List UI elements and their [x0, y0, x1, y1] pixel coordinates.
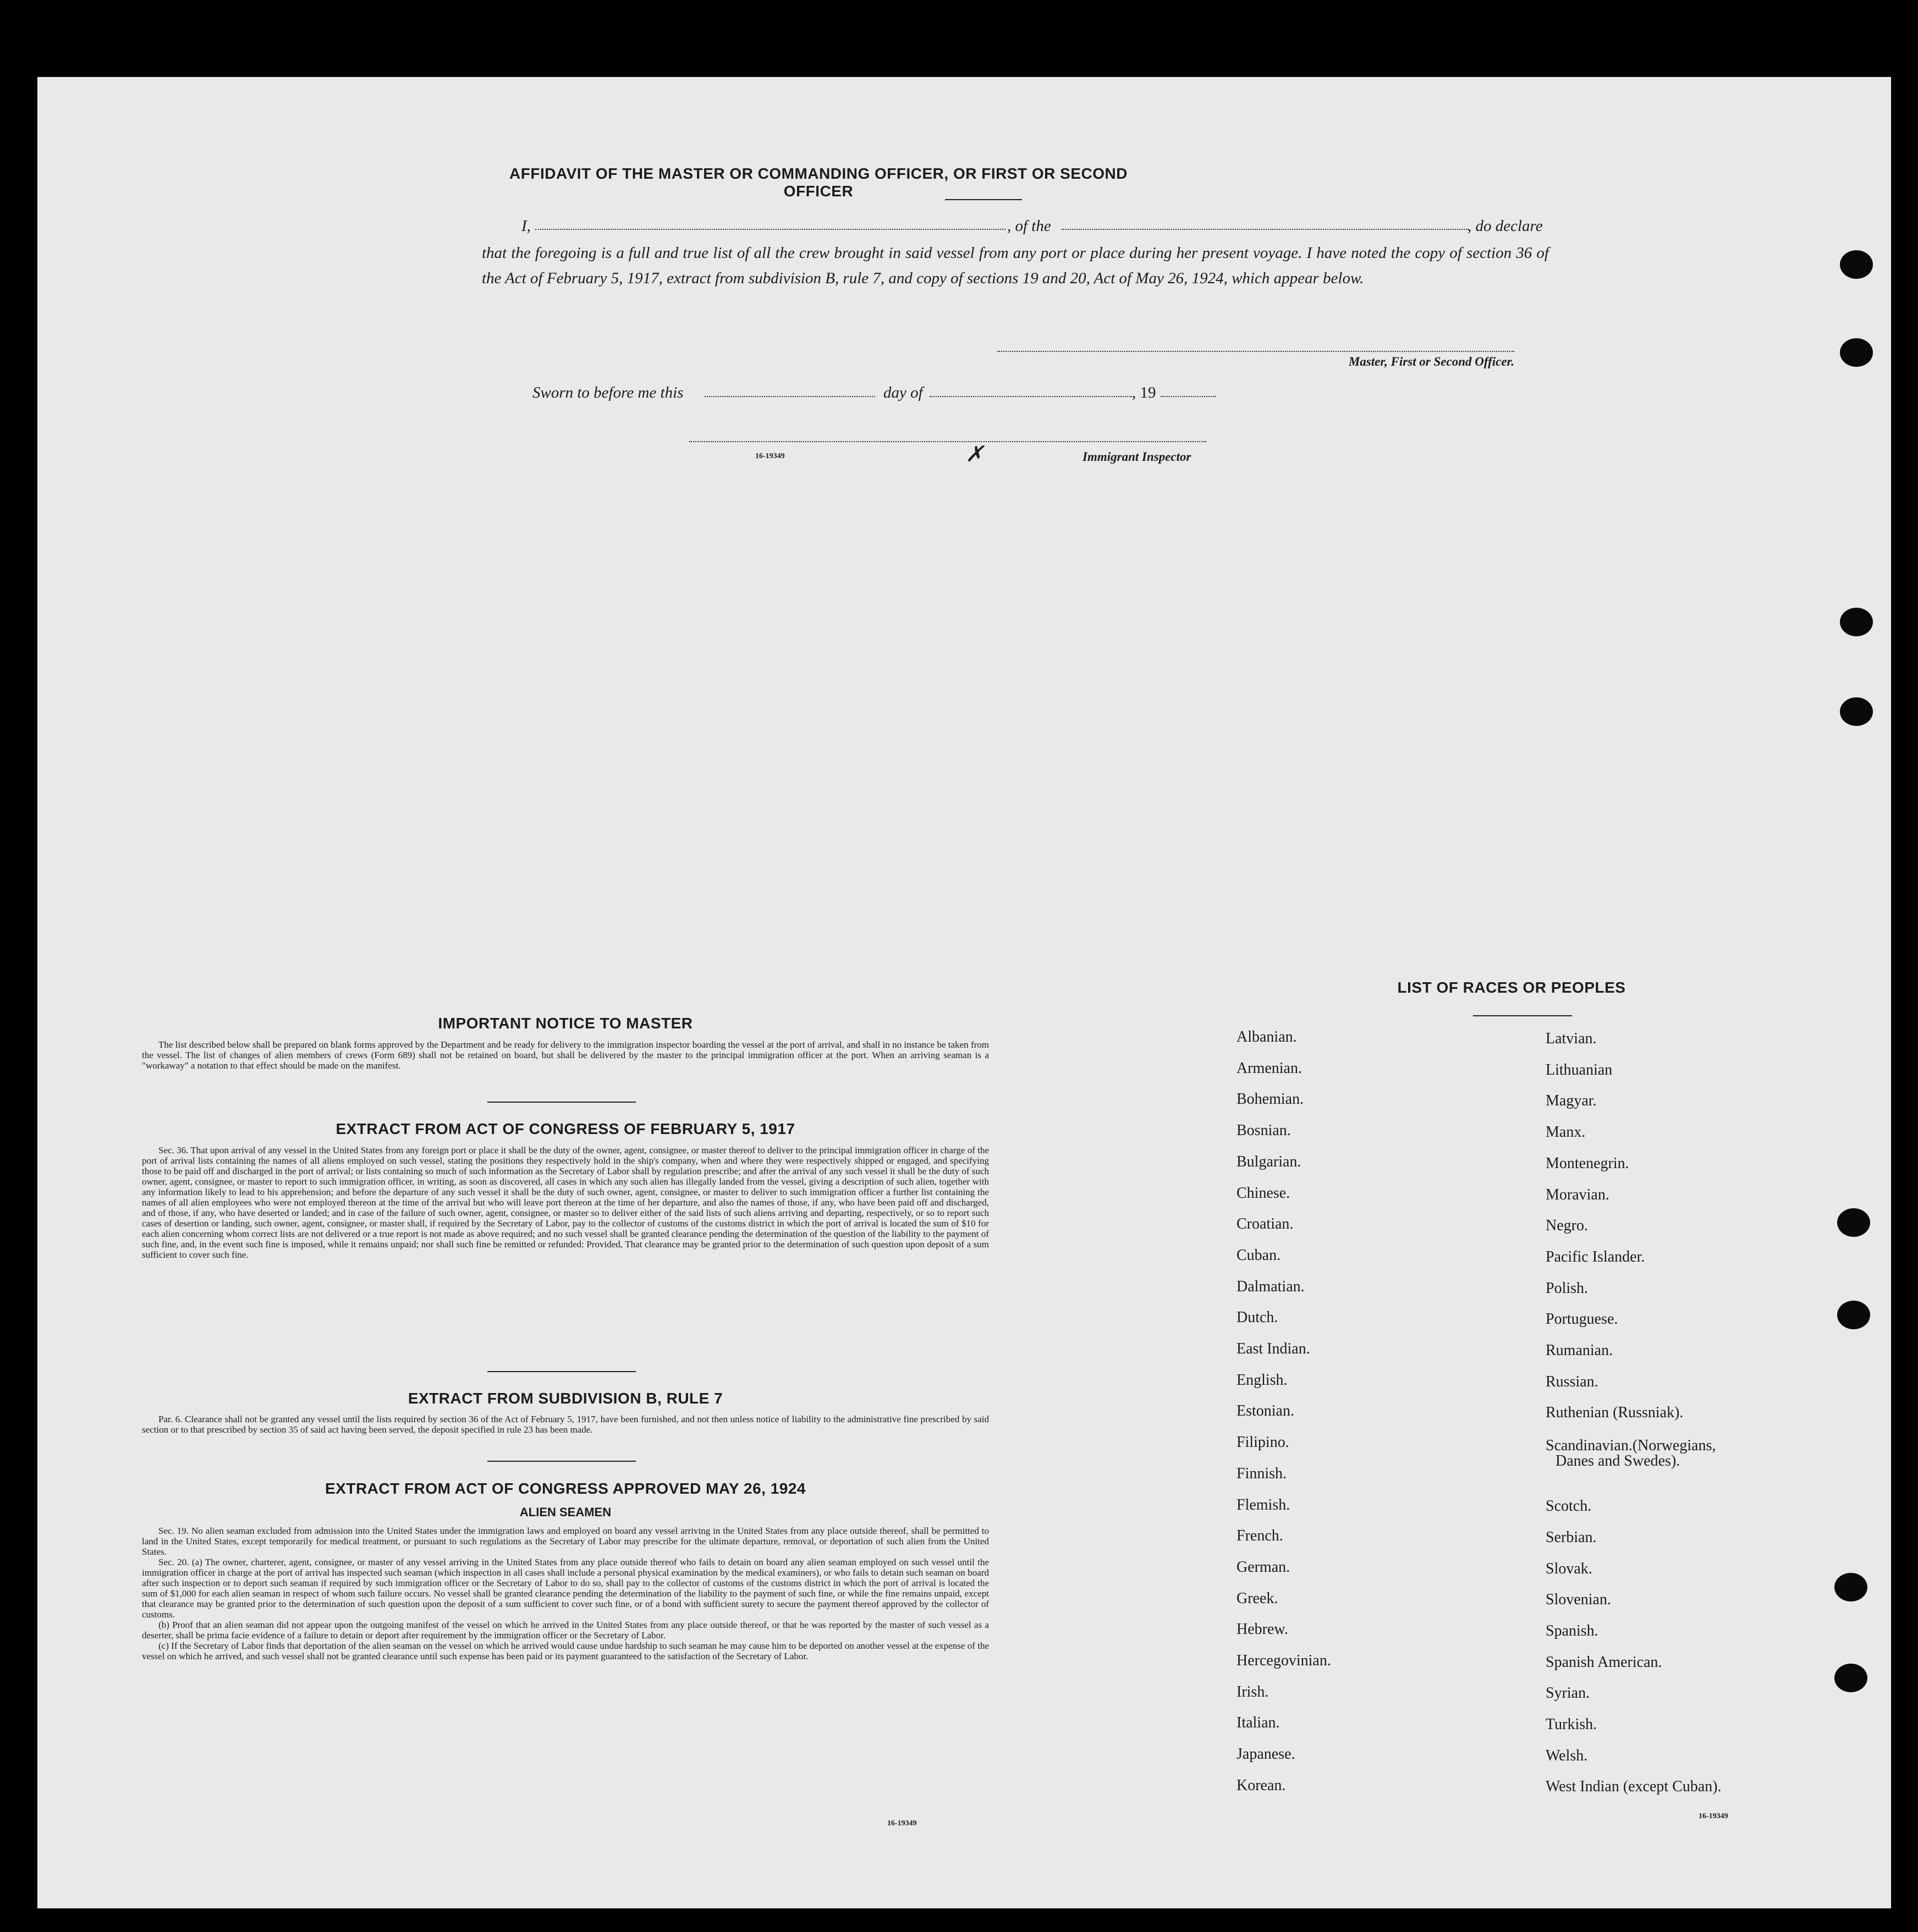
- affidavit-do-declare: , do declare: [1468, 217, 1543, 235]
- master-signature-field[interactable]: [997, 351, 1514, 352]
- race-item: Spanish American.: [1546, 1653, 1662, 1671]
- extract-1917-paragraph: Sec. 36. That upon arrival of any vessel in the United States from any foreign port or place it shall be the duty of the owner, agent, consignee, or master thereof to deliver to the principal immigration officer in charge of the port of arrival lists containing the names of all aliens employed on such vessel, stating the positions they respectively hold in the ship's company, when and where they were respectively shipped or engaged, and specifying those to be paid off and discharged in the port of arrival; or lists containing so much of such information as the Secretary of Labor shall by regulation prescribe; and after the arrival of any such vessel it shall be the duty of such owner, agent, consignee, or master to report to such immigration officer, in writing, as soon as discovered, all cases in which any such alien has illegally landed from the vessel, giving a description of such alien, together with any information likely to lead to his apprehension; and before the departure of any such vessel it shall be the duty of such owner, agent, consignee, or master to deliver to such immigration officer a further list containing the names of all alien employees who were not employed thereon at the time of the arrival but who will leave port thereon at the time of her departure, and also the names of those, if any, who have been paid off and discharged, and of those, if any, who have deserted or landed; and in case of the failure of such owner, agent, consignee, or master so to deliver either of the said lists of such aliens arriving and departing, respectively, or so to report such cases of desertion or landing, such owner, agent, consignee, or master shall, if required by the Secretary of Labor, pay to the collector of customs of the customs district in which the port of arrival is located the sum of $10 for each alien concerning whom correct lists are not delivered or a true report is not made as above required; and no such vessel shall be granted clearance pending the determination of the question of the liability to the payment of such fine, and, in the event such fine is imposed, while it remains unpaid; nor shall such fine be remitted or refunded: Provided, That clearance may be granted prior to the determination of such question upon deposit of a sum sufficient to cover such fine.: [142, 1145, 989, 1260]
- sworn-day-of: day of: [883, 384, 923, 401]
- races-title: LIST OF RACES OR PEOPLES: [1397, 979, 1626, 996]
- sworn-prefix: Sworn to before me this: [532, 384, 684, 401]
- race-item: English.: [1236, 1371, 1288, 1389]
- race-item: Scandinavian.(Norwegians,: [1546, 1437, 1716, 1455]
- notice-text: [142, 1039, 989, 1071]
- affidavit-of-the: , of the: [1007, 217, 1051, 235]
- race-item: Lithuanian: [1546, 1061, 1613, 1078]
- race-item: Hebrew.: [1236, 1621, 1288, 1638]
- race-item: Pacific Islander.: [1546, 1248, 1645, 1265]
- race-item: Polish.: [1546, 1279, 1589, 1297]
- race-item: Cuban.: [1236, 1246, 1281, 1264]
- master-name-field[interactable]: [535, 229, 1005, 230]
- divider-3: [487, 1461, 636, 1462]
- affidavit-title: AFFIDAVIT OF THE MASTER OR COMMANDING OFFICER, OR FIRST OR SECOND OFFICER: [509, 165, 1128, 200]
- extract-1924-sec20c: (c) If the Secretary of Labor finds that deportation of the alien seaman on the vessel on which he arrived would cause undue hardship to such seaman he may cause him to be deported on another vessel at the expense of the vessel on which he arrived, and such vessel shall not be granted clearance until such expense has been paid or its payment guaranteed to the satisfaction of the Secretary of Labor.: [142, 1641, 989, 1661]
- affidavit-form-number: 16-19349: [755, 452, 785, 460]
- race-item: Syrian.: [1546, 1685, 1590, 1702]
- race-item: Negro.: [1546, 1217, 1588, 1235]
- race-item: Montenegrin.: [1546, 1154, 1629, 1172]
- handwritten-x-mark: ✗: [965, 442, 984, 466]
- extract-1924-subtitle: ALIEN SEAMEN: [519, 1505, 612, 1519]
- divider-2: [487, 1371, 636, 1372]
- race-item: Slovenian.: [1546, 1591, 1611, 1609]
- race-item: Bulgarian.: [1236, 1153, 1301, 1170]
- sworn-year-prefix: , 19: [1132, 384, 1156, 401]
- race-item: German.: [1236, 1558, 1290, 1576]
- extract-1924-sec19: Sec. 19. No alien seaman excluded from admission into the United States under the immigration laws and employed on board any vessel arriving in the United States from any place outside thereof, shall be permitted to land in the United States, except temporarily for medical treatment, or pursuant to such regulations as the Secretary of Labor may prescribe for the ultimate departure, removal, or deportation of such alien from the United States.: [142, 1526, 989, 1557]
- race-item: French.: [1236, 1527, 1283, 1545]
- races-form-number: 16-19349: [1699, 1812, 1728, 1820]
- binder-hole: [1840, 697, 1873, 726]
- race-item: Japanese.: [1236, 1746, 1295, 1763]
- race-item: Finnish.: [1236, 1465, 1287, 1482]
- race-item: Manx.: [1546, 1124, 1586, 1141]
- inspector-signature-field[interactable]: [689, 441, 1206, 442]
- race-item: Irish.: [1236, 1683, 1269, 1700]
- subdivision-b-text: [142, 1414, 989, 1435]
- subdivision-b-paragraph: Par. 6. Clearance shall not be granted any vessel until the lists required by section 36 of the Act of February 5, 1917, have been furnished, and not then unless notice of liability to the administrative fine prescribed by said section or to that prescribed by section 35 of said act having been served, the deposit specified in rule 23 has been made.: [142, 1414, 989, 1435]
- binder-hole: [1834, 1664, 1867, 1692]
- race-item: Estonian.: [1236, 1402, 1294, 1420]
- race-item: Spanish.: [1546, 1622, 1598, 1639]
- sworn-month-field[interactable]: [930, 396, 1132, 397]
- race-item: Moravian.: [1546, 1186, 1609, 1203]
- race-item: Bohemian.: [1236, 1091, 1304, 1108]
- binder-hole: [1840, 250, 1873, 279]
- extract-1917-text: [142, 1145, 989, 1260]
- race-item: Ruthenian (Russniak).: [1546, 1404, 1684, 1422]
- subdivision-b-title: EXTRACT FROM SUBDIVISION B, RULE 7: [408, 1390, 723, 1407]
- title-divider: [945, 199, 1022, 200]
- race-item: Welsh.: [1546, 1747, 1588, 1764]
- race-item: Danes and Swedes).: [1556, 1452, 1680, 1470]
- race-item: Filipino.: [1236, 1434, 1289, 1451]
- affidavit-i-prefix: I,: [521, 217, 531, 235]
- race-item: Korean.: [1236, 1776, 1286, 1794]
- master-signature-label: Master, First or Second Officer.: [1348, 355, 1514, 368]
- vessel-name-field[interactable]: [1062, 229, 1469, 230]
- binder-hole: [1837, 1301, 1870, 1329]
- binder-hole: [1837, 1208, 1870, 1237]
- race-item: Albanian.: [1236, 1028, 1297, 1045]
- race-item: Armenian.: [1236, 1059, 1302, 1077]
- race-item: Italian.: [1236, 1714, 1280, 1732]
- binder-hole: [1840, 338, 1873, 367]
- race-item: Bosnian.: [1236, 1122, 1291, 1140]
- extract-1917-title: EXTRACT FROM ACT OF CONGRESS OF FEBRUARY 5, 1917: [336, 1120, 795, 1137]
- race-item: East Indian.: [1236, 1340, 1310, 1357]
- extract-form-number: 16-19349: [887, 1819, 917, 1828]
- race-item: Serbian.: [1546, 1528, 1597, 1546]
- notice-paragraph: The list described below shall be prepared on blank forms approved by the Department and be ready for delivery to the immigration inspector boarding the vessel at the port of arrival, and shall in no instance be taken from the vessel. The list of changes of alien members of crews (Form 689) shall not be retained on board, but shall be delivered by the master to the principal immigration officer at the port. When an arriving seaman is a "workaway" a notation to that effect should be made on the manifest.: [142, 1039, 989, 1071]
- race-item: Chinese.: [1236, 1184, 1290, 1202]
- sworn-day-field[interactable]: [705, 396, 875, 397]
- race-item: Dalmatian.: [1236, 1278, 1305, 1295]
- notice-title: IMPORTANT NOTICE TO MASTER: [438, 1015, 693, 1032]
- document-page: [37, 77, 1891, 1908]
- affidavit-body: that the foregoing is a full and true list of all the crew brought in said vessel from any port or place during her present voyage. I have noted the copy of section 36 of the Act of February 5, 1917, extract from subdivision B, rule 7, and copy of sections 19 and 20, Act of May 26, 1924, which appear below.: [482, 244, 1549, 287]
- race-item: Greek.: [1236, 1589, 1278, 1607]
- race-item: Turkish.: [1546, 1716, 1597, 1733]
- race-item: Dutch.: [1236, 1309, 1278, 1326]
- race-item: Magyar.: [1546, 1092, 1597, 1110]
- race-item: Scotch.: [1546, 1498, 1592, 1515]
- binder-hole: [1840, 608, 1873, 636]
- race-item: Slovak.: [1546, 1560, 1592, 1577]
- extract-1924-title: EXTRACT FROM ACT OF CONGRESS APPROVED MAY 26, 1924: [325, 1480, 806, 1497]
- divider-1: [487, 1102, 636, 1103]
- race-item: Flemish.: [1236, 1496, 1290, 1513]
- race-item: Rumanian.: [1546, 1342, 1613, 1359]
- extract-1924-text: [142, 1526, 989, 1661]
- binder-hole: [1834, 1573, 1867, 1601]
- race-item: Russian.: [1546, 1373, 1598, 1390]
- race-item: Croatian.: [1236, 1215, 1294, 1233]
- races-divider: [1473, 1015, 1572, 1016]
- race-item: West Indian (except Cuban).: [1546, 1778, 1722, 1796]
- extract-1924-sec20b: (b) Proof that an alien seaman did not appear upon the outgoing manifest of the vessel on which he arrived in the United States from any place outside thereof, or that he was reported by the master of such vessel as a deserter, shall be prima facie evidence of a failure to detain or deport after requirement by the immigration officer or the Secretary of Labor.: [142, 1620, 989, 1641]
- race-item: Hercegovinian.: [1236, 1652, 1331, 1669]
- sworn-year-field[interactable]: [1161, 396, 1216, 397]
- race-item: Portuguese.: [1546, 1311, 1618, 1328]
- inspector-label: Immigrant Inspector: [1082, 450, 1191, 464]
- extract-1924-sec20a: Sec. 20. (a) The owner, charterer, agent, consignee, or master of any vessel arriving in the United States from any place outside thereof who fails to detain on board any alien seaman employed on such vessel until the immigration officer in charge at the port of arrival has inspected such seaman (which inspection in all cases shall include a personal physical examination by the medical examiners), or who fails to detain such seaman on board after such inspection or to deport such seaman if required by such immigration officer or the Secretary of Labor to do so, shall pay to the collector of customs of the customs district in which the port of arrival is located the sum of $1,000 for each alien seaman in respect of whom such failure occurs. No vessel shall be granted clearance pending the determination of the liability to the payment of such fine, or while the fine remains unpaid, except that clearance may be granted prior to the determination of such question upon the deposit of a sum sufficient to cover such fine, or of a bond with sufficient surety to secure the payment thereof approved by the collector of customs.: [142, 1557, 989, 1620]
- race-item: Latvian.: [1546, 1030, 1597, 1047]
